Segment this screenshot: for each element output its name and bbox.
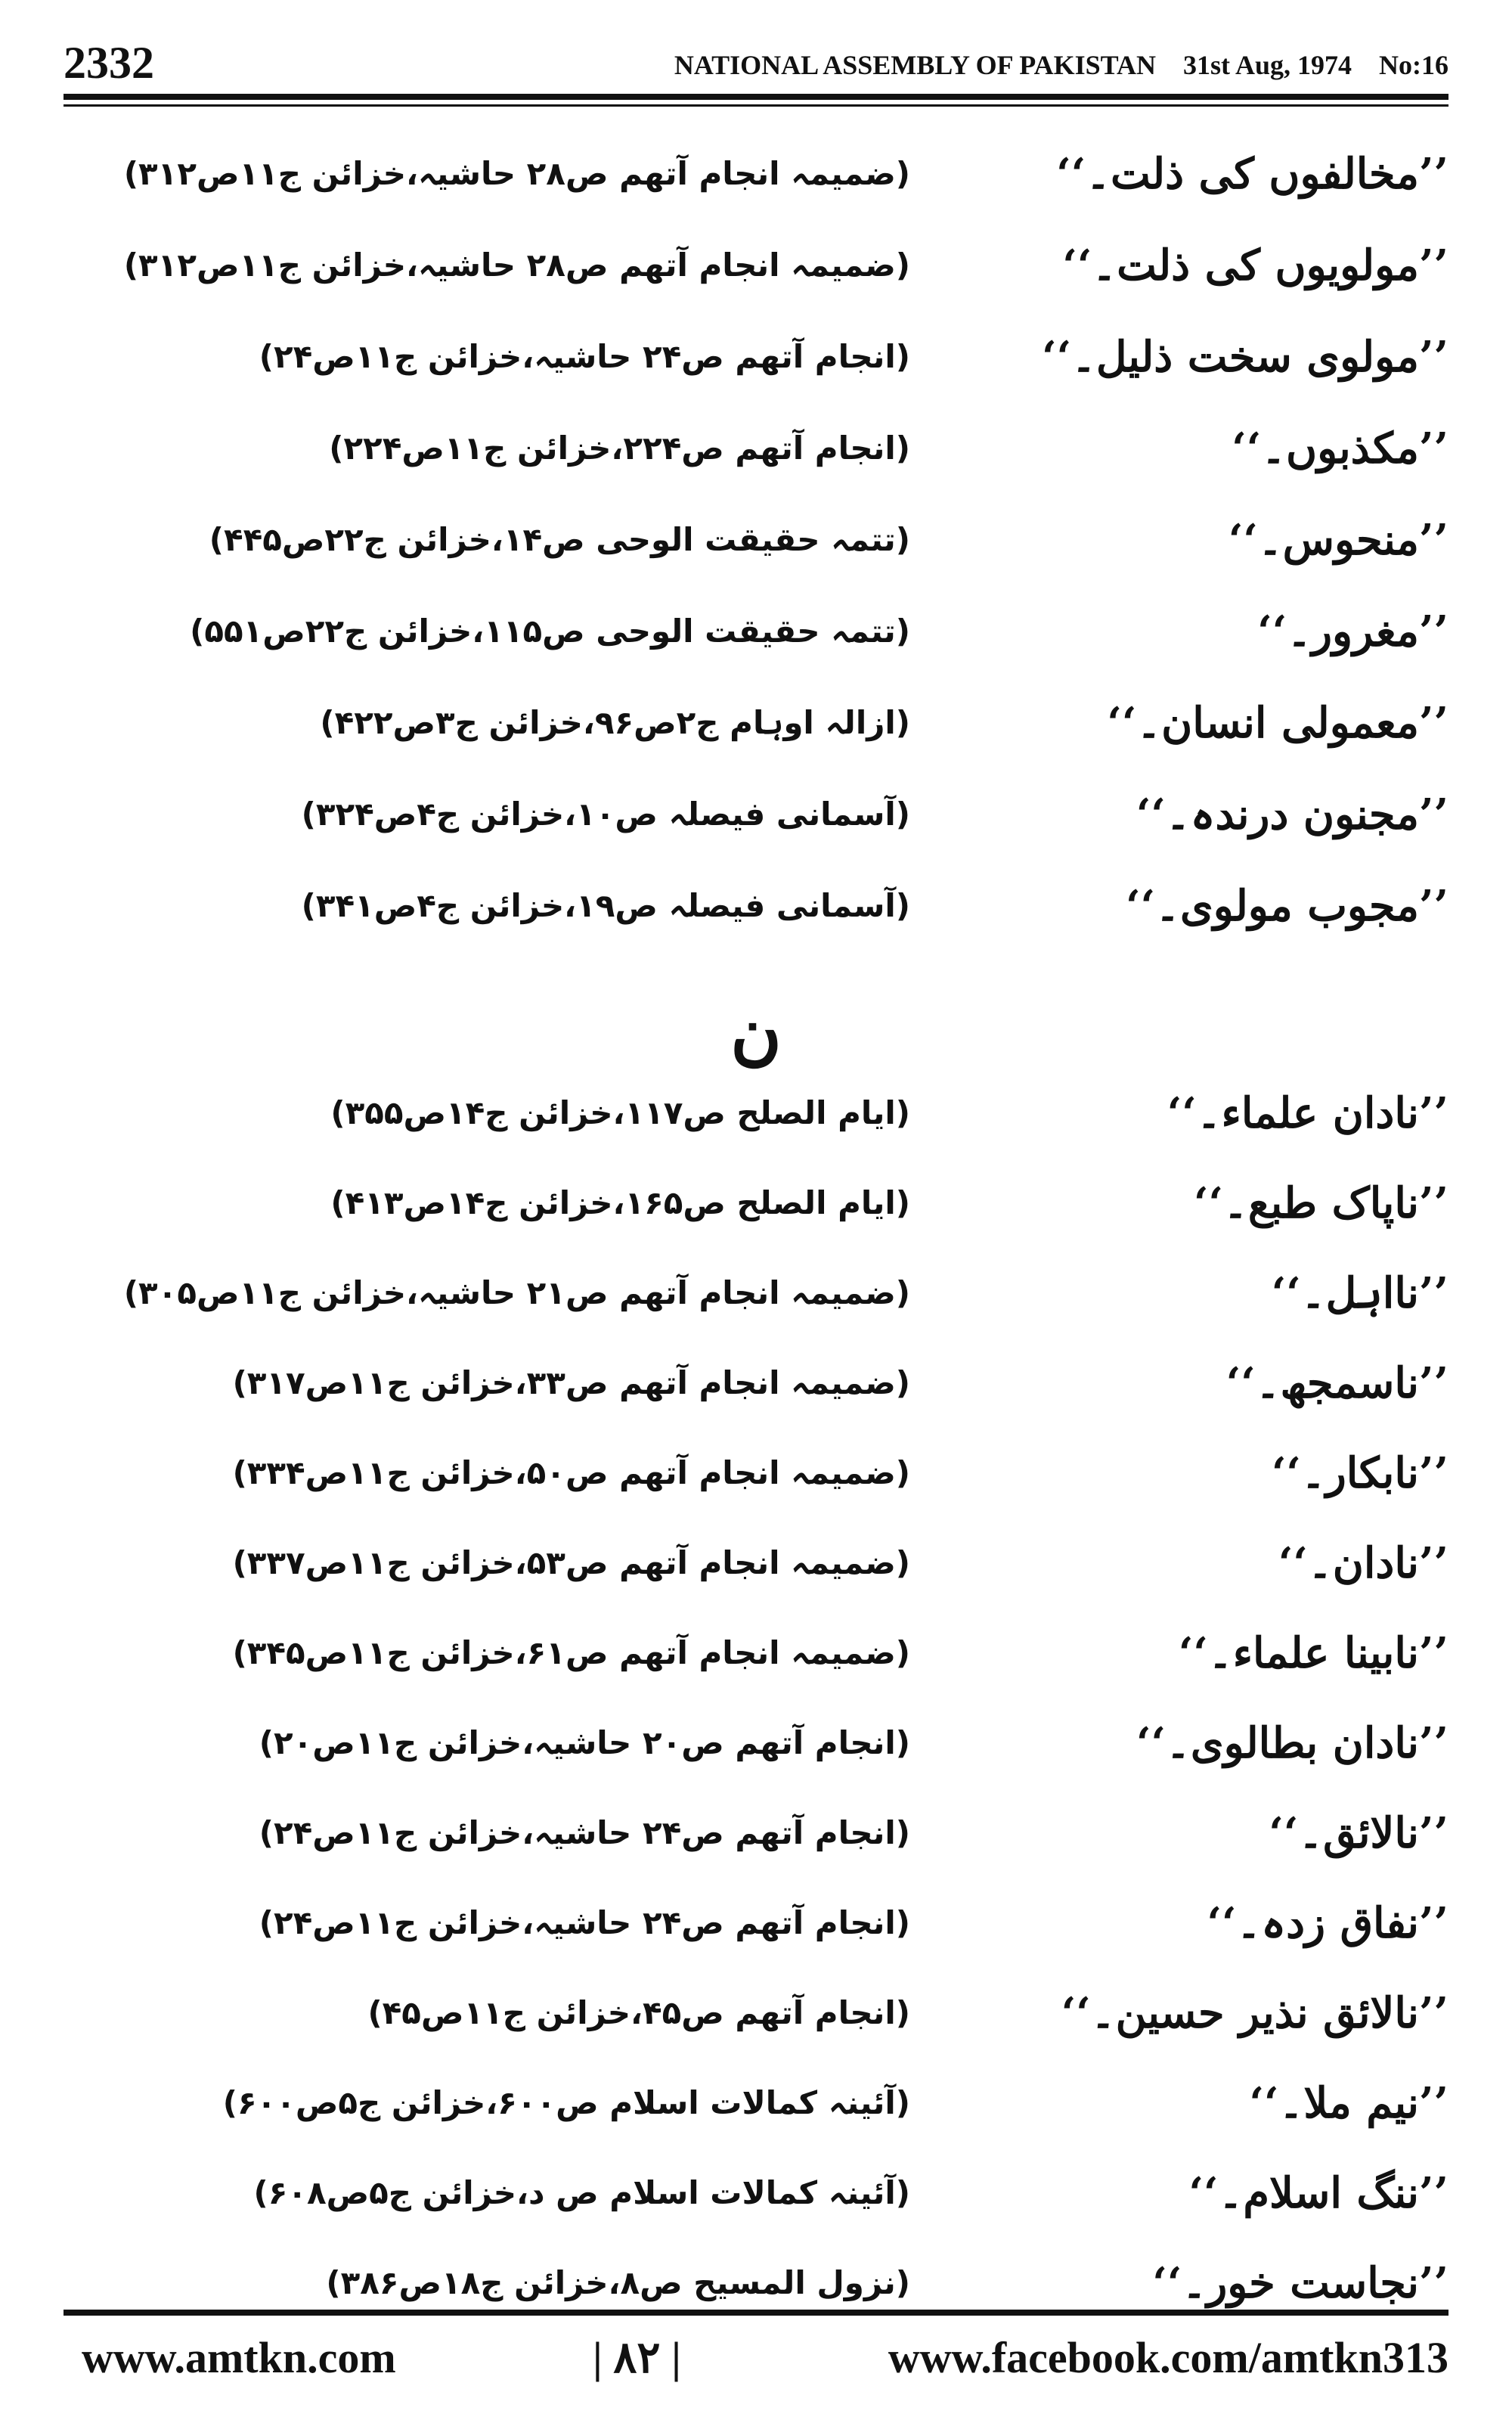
entry-term: ’’نادان بطالوی۔‘‘ [1136,1718,1448,1768]
entry-reference: (ضمیمہ انجام آتھم ص۲۱ حاشیہ،خزائن ج۱۱ص۳۰۵) [123,1274,910,1311]
entry-term: ’’نجاست خور۔‘‘ [1152,2258,1448,2308]
entry-term: ’’مجنون درندہ۔‘‘ [1136,790,1448,839]
entry-reference: (تتمہ حقیقت الوحی ص۱۱۵،خزائن ج۲۲ص۵۵۱) [190,613,910,650]
entry-term: ’’ننگ اسلام۔‘‘ [1188,2168,1448,2218]
entry-term: ’’ناسمجھ۔‘‘ [1225,1358,1448,1408]
entry-row [64,1525,1448,1615]
entry-row [64,1885,1448,1975]
entry-reference: (آسمانی فیصلہ ص۱۹،خزائن ج۴ص۳۴۱) [301,887,910,924]
footer-rule [64,2310,1448,2316]
entry-row [64,777,1448,868]
entry-term: ’’مکذبوں۔‘‘ [1232,424,1448,473]
entry-row [64,1075,1448,1165]
entry-reference: (انجام آتھم ص۲۴ حاشیہ،خزائن ج۱۱ص۲۴) [259,1814,910,1851]
entry-term: ’’معمولی انسان۔‘‘ [1107,698,1448,748]
website-link[interactable]: www.amtkn.com [82,2333,396,2382]
entry-term: ’’منحوس۔‘‘ [1228,515,1448,565]
entry-reference: (انجام آتھم ص۲۲۴،خزائن ج۱۱ص۲۲۴) [329,430,910,467]
entry-row [64,1345,1448,1435]
entry-row [64,228,1448,319]
entries-section-meem [64,136,1448,960]
entry-row [64,685,1448,777]
entry-term: ’’نالائق نذیر حسین۔‘‘ [1061,1988,1448,2038]
entry-term: ’’نیم ملا۔‘‘ [1249,2078,1448,2128]
page-header [64,36,1448,89]
entry-reference: (انجام آتھم ص۲۰ حاشیہ،خزائن ج۱۱ص۲۰) [259,1724,910,1761]
entry-row [64,1255,1448,1345]
entry-reference: (ضمیمہ انجام آتھم ص۵۰،خزائن ج۱۱ص۳۳۴) [232,1454,910,1491]
entry-row [64,594,1448,685]
entry-term: ’’مولویوں کی ذلت۔‘‘ [1062,240,1448,290]
page-footer [64,2320,1448,2396]
entry-row [64,2065,1448,2155]
session-date: 31st Aug, 1974 [1182,50,1352,80]
entry-reference: (انجام آتھم ص۴۵،خزائن ج۱۱ص۴۵) [367,1994,910,2031]
entry-term: ’’نابکار۔‘‘ [1271,1448,1448,1498]
entry-term: ’’مولوی سخت ذلیل۔‘‘ [1042,332,1448,382]
entry-reference: (ضمیمہ انجام آتھم ص۲۸ حاشیہ،خزائن ج۱۱ص۳۱۲) [123,155,910,192]
footer-page-number: | ۸۲ | [593,2333,681,2382]
entry-term: ’’مغرور۔‘‘ [1257,607,1448,656]
entry-row [64,136,1448,228]
entry-row [64,1705,1448,1795]
entry-reference: (ازالہ اوہام ج۲ص۹۶،خزائن ج۳ص۴۲۲) [320,704,910,741]
entry-row [64,319,1448,411]
page-number: 2332 [64,38,154,88]
entry-row [64,1435,1448,1525]
header-rule-thick [64,94,1448,100]
entry-reference: (انجام آتھم ص۲۴ حاشیہ،خزائن ج۱۱ص۲۴) [259,338,910,375]
entry-term: ’’مخالفوں کی ذلت۔‘‘ [1056,149,1448,199]
entry-reference: (تتمہ حقیقت الوحی ص۱۴،خزائن ج۲۲ص۴۴۵) [209,521,910,558]
entry-row [64,502,1448,594]
section-letter-heading: ن [730,991,782,1073]
entry-term: ’’مجوب مولوی۔‘‘ [1126,881,1448,931]
entry-row [64,2155,1448,2245]
entry-reference: (انجام آتھم ص۲۴ حاشیہ،خزائن ج۱۱ص۲۴) [259,1904,910,1941]
entry-term: ’’نفاق زدہ۔‘‘ [1207,1898,1448,1948]
entry-row [64,411,1448,502]
entry-row [64,1975,1448,2065]
entry-reference: (نزول المسیح ص۸،خزائن ج۱۸ص۳۸۶) [326,2264,910,2301]
entry-term: ’’ناپاک طبع۔‘‘ [1194,1178,1448,1228]
entry-reference: (ضمیمہ انجام آتھم ص۲۸ حاشیہ،خزائن ج۱۱ص۳۱۲) [123,247,910,284]
facebook-link[interactable]: www.facebook.com/amtkn313 [888,2333,1448,2382]
entry-reference: (ایام الصلح ص۱۱۷،خزائن ج۱۴ص۳۵۵) [330,1094,910,1131]
entry-row [64,1795,1448,1885]
entries-section-noon [64,1075,1448,2335]
entry-reference: (آئینہ کمالات اسلام ص۶۰۰،خزائن ج۵ص۶۰۰) [222,2084,910,2121]
entry-row [64,1165,1448,1255]
entry-term: ’’نابینا علماء۔‘‘ [1178,1628,1448,1678]
entry-reference: (ضمیمہ انجام آتھم ص۳۳،خزائن ج۱۱ص۳۱۷) [232,1364,910,1401]
entry-reference: (آسمانی فیصلہ ص۱۰،خزائن ج۴ص۳۲۴) [301,796,910,833]
header-title-line [647,42,1448,88]
entry-reference: (ضمیمہ انجام آتھم ص۶۱،خزائن ج۱۱ص۳۴۵) [232,1634,910,1671]
entry-reference: (ایام الصلح ص۱۶۵،خزائن ج۱۴ص۴۱۳) [330,1184,910,1221]
entry-reference: (ضمیمہ انجام آتھم ص۵۳،خزائن ج۱۱ص۳۳۷) [232,1544,910,1581]
header-rule-thin [64,104,1448,107]
session-number: No:16 [1379,50,1448,80]
assembly-title: NATIONAL ASSEMBLY OF PAKISTAN [674,50,1156,80]
entry-reference: (آئینہ کمالات اسلام ص د،خزائن ج۵ص۶۰۸) [253,2174,910,2211]
entry-term: ’’نادان۔‘‘ [1278,1538,1448,1588]
entry-row [64,868,1448,960]
entry-term: ’’نااہل۔‘‘ [1271,1268,1448,1318]
entry-row [64,1615,1448,1705]
entry-term: ’’نادان علماء۔‘‘ [1167,1088,1448,1138]
entry-term: ’’نالائق۔‘‘ [1269,1808,1448,1858]
